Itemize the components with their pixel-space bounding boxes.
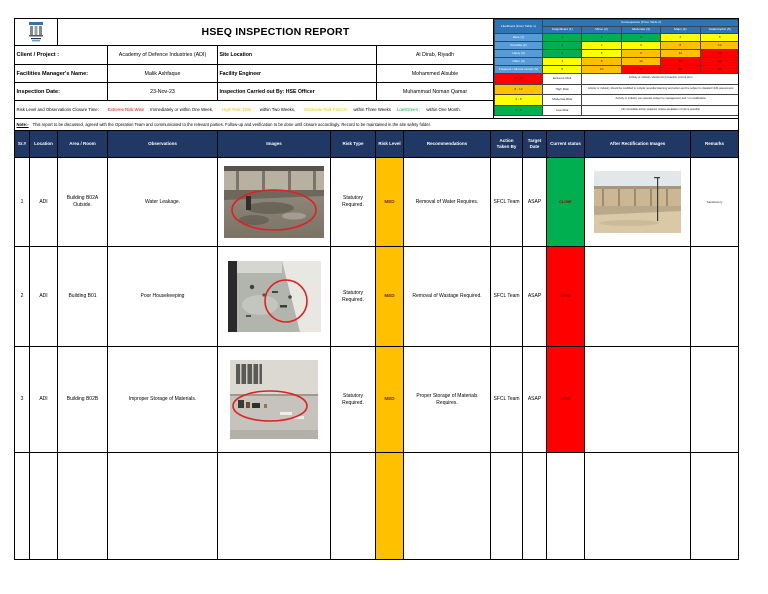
after-image-cell (585, 158, 691, 247)
client-value: Academy of Defence Industries (ADI) (107, 45, 218, 65)
risk-score-cell: 5 (700, 34, 739, 42)
image-cell (218, 453, 331, 560)
risk-range: 4 - 6 (495, 95, 543, 106)
site-location-value: Al Dirab, Riyadh (376, 45, 494, 65)
risk-level: MED (376, 347, 404, 453)
current-status: OPEN (547, 247, 585, 347)
risk-type (331, 453, 376, 560)
image-cell (218, 347, 331, 453)
sr-number: 1 (15, 158, 30, 247)
likelihood-label: Often (4) (495, 58, 543, 66)
risk-action: Activity or industry should not proceed in current form (582, 74, 739, 85)
target-date: ASAP (523, 347, 547, 453)
remarks (691, 347, 739, 453)
risk-level-name: Low Risk (543, 105, 582, 116)
closure-time-extreme: Immediately or within One Week, (150, 107, 214, 112)
consequence-level: Moderate (3) (621, 27, 660, 34)
consequence-level: Insignificant (1) (543, 27, 582, 34)
observation-photo[interactable] (228, 261, 321, 332)
closure-level-low: Low/Green : (396, 107, 421, 112)
action-taken-by: SFCL Team (491, 347, 523, 453)
facilities-manager-label: Facilities Manager's Name: (14, 64, 108, 83)
closure-time-moderate: within Three Weeks (353, 107, 391, 112)
closure-level-extreme: Extreme Risk Wise (107, 107, 145, 112)
risk-score-cell: 15 (700, 50, 739, 58)
observation-photo[interactable] (230, 360, 318, 439)
current-status (547, 453, 585, 560)
observation: Poor Housekeeping (108, 247, 218, 347)
remarks (691, 453, 739, 560)
header-after-rectification-images: After Rectification Images (585, 131, 691, 158)
observation-photo[interactable] (224, 166, 324, 238)
risk-range: 8 - 12 (495, 84, 543, 95)
risk-level-name: Moderate Risk (543, 95, 582, 106)
observation: Water Leakage. (108, 158, 218, 247)
recommendation: Removal of Wastage Required. (404, 247, 491, 347)
risk-matrix-header-row (495, 20, 740, 27)
header-remarks: Remarks (691, 131, 739, 158)
risk-matrix-row (495, 34, 740, 42)
risk-score-cell: 9 (621, 50, 660, 58)
action-taken-by (491, 453, 523, 560)
facility-engineer-label: Facility Engineer (217, 64, 377, 83)
note-text: This report to be discussed, agreed with the Operation Team and communicated to the relevant parties. Follow-up and verification to be done until closure accordingly. Record to be maintained in the site safety folder. (32, 122, 431, 127)
table-row (15, 247, 739, 347)
sr-number: 2 (15, 247, 30, 347)
risk-score-cell: 1 (543, 34, 582, 42)
risk-matrix-row (495, 58, 740, 66)
consequence-level: Catastrophic (5) (700, 27, 739, 34)
risk-score-cell: 16 (661, 58, 700, 66)
sr-number: 3 (15, 347, 30, 453)
risk-matrix (493, 18, 739, 119)
facility-engineer-value: Mohammed Alsubie (376, 64, 494, 83)
observation (108, 453, 218, 560)
header-recommendations: Recommendations (404, 131, 491, 158)
risk-matrix-table (494, 19, 739, 116)
risk-score-cell: 15 (621, 66, 660, 74)
closure-level-high: High Risk: Risk ; (222, 107, 254, 112)
area-room: Building B02B (58, 347, 108, 453)
consequence-level: Minor (2) (582, 27, 621, 34)
inspection-table (14, 130, 739, 560)
risk-score-cell: 4 (661, 34, 700, 42)
risk-level: MED (376, 158, 404, 247)
risk-legend-row (495, 84, 740, 95)
recommendation: Proper Storage of Materials Requires. (404, 347, 491, 453)
risk-level: MED (376, 247, 404, 347)
image-cell (218, 158, 331, 247)
logo-cell (14, 18, 58, 46)
header-risk-type: Risk Type (331, 131, 376, 158)
area-room: Building B02A Outside. (58, 158, 108, 247)
risk-score-cell: 3 (543, 50, 582, 58)
risk-score-cell: 10 (582, 66, 621, 74)
risk-range: 15 - 25 (495, 74, 543, 85)
sr-number (15, 453, 30, 560)
risk-range: 1 - 3 (495, 105, 543, 116)
site-location-label: Site Location (217, 45, 377, 65)
header-sr: Sr.# (15, 131, 30, 158)
risk-score-cell: 12 (621, 58, 660, 66)
consequence-level: Major (4) (661, 27, 700, 34)
target-date: ASAP (523, 158, 547, 247)
client-label: Client / Project : (14, 45, 108, 65)
risk-score-cell: 10 (700, 42, 739, 50)
likelihood-label: Possible (2) (495, 42, 543, 50)
risk-score-cell: 4 (543, 58, 582, 66)
header-images: Images (218, 131, 331, 158)
header-current-status: Current status (547, 131, 585, 158)
risk-type: Statutory Required. (331, 247, 376, 347)
risk-legend-row (495, 95, 740, 106)
risk-score-cell: 20 (700, 58, 739, 66)
risk-matrix-row (495, 66, 740, 74)
table-header-row (15, 131, 739, 158)
risk-score-cell: 2 (543, 42, 582, 50)
inspection-date-value: 23-Nov-23 (107, 82, 218, 101)
risk-score-cell: 4 (582, 42, 621, 50)
header-location: Location (30, 131, 58, 158)
recommendation: Removal of Water Requires. (404, 158, 491, 247)
current-status: OPEN (547, 347, 585, 453)
risk-level (376, 453, 404, 560)
table-row (15, 158, 739, 247)
action-taken-by: SFCL Team (491, 247, 523, 347)
action-taken-by: SFCL Team (491, 158, 523, 247)
remarks (691, 247, 739, 347)
risk-score-cell: 20 (661, 66, 700, 74)
risk-score-cell: 25 (700, 66, 739, 74)
company-logo (28, 21, 44, 43)
report-title: HSEQ INSPECTION REPORT (57, 18, 494, 46)
image-cell (218, 247, 331, 347)
risk-type: Statutory Required. (331, 347, 376, 453)
risk-score-cell: 5 (543, 66, 582, 74)
closure-time-low: within One Month. (426, 107, 461, 112)
recommendation (404, 453, 491, 560)
likelihood-label: Frequent / Almost certain (5) (495, 66, 543, 74)
risk-score-cell: 12 (661, 50, 700, 58)
closure-time-label: Risk Level and Observations Closure Time: (16, 107, 99, 112)
closure-time-high: within Two Weeks, (259, 107, 296, 112)
location: ADI (30, 158, 58, 247)
note-label: Note:- (16, 122, 29, 127)
after-rectification-photo[interactable] (594, 171, 681, 233)
header-observations: Observations (108, 131, 218, 158)
risk-level-name: High Risk (543, 84, 582, 95)
risk-level-name: Extreme Risk (543, 74, 582, 85)
remarks: Satisfactory (691, 158, 739, 247)
area-room (58, 453, 108, 560)
consequence-header: Consequence (From Table 2) (543, 20, 740, 27)
header-area: Area / Room (58, 131, 108, 158)
risk-score-cell: 2 (582, 34, 621, 42)
closure-level-moderate: Moderate Risk Factors (304, 107, 348, 112)
after-image-cell (585, 247, 691, 347)
location: ADI (30, 347, 58, 453)
risk-action: No immediate action required, unless escalation of risk is possible (582, 105, 739, 116)
risk-score-cell: 3 (621, 34, 660, 42)
risk-score-cell: 8 (661, 42, 700, 50)
inspector-value: Muhammad Noman Qamar (376, 82, 494, 101)
risk-score-cell: 8 (582, 58, 621, 66)
risk-action: Activity or industry can operate subject to management and / or modification (582, 95, 739, 106)
target-date: ASAP (523, 247, 547, 347)
likelihood-label: Likely (3) (495, 50, 543, 58)
table-row (15, 347, 739, 453)
area-room: Building B01 (58, 247, 108, 347)
header-action-taken-by: Action Taken By (491, 131, 523, 158)
inspector-label: Inspection Carried out By: HSE Officer (217, 82, 377, 101)
location (30, 453, 58, 560)
risk-score-cell: 6 (621, 42, 660, 50)
table-row-empty (15, 453, 739, 560)
facilities-manager-value: Malik Ashfaque (107, 64, 218, 83)
likelihood-header: Likelihood (From Table 1) (495, 20, 543, 34)
observation: Improper Storage of Materials. (108, 347, 218, 453)
after-image-cell (585, 453, 691, 560)
header-target-date: Target Date (523, 131, 547, 158)
closure-time-row (14, 100, 494, 119)
risk-legend-row (495, 74, 740, 85)
header-risk-level: Risk Level (376, 131, 404, 158)
risk-score-cell: 6 (582, 50, 621, 58)
location: ADI (30, 247, 58, 347)
risk-type: Statutory Required. (331, 158, 376, 247)
risk-legend-row (495, 105, 740, 116)
current-status: CLOSE (547, 158, 585, 247)
risk-matrix-row (495, 42, 740, 50)
risk-action: Activity or industry should be modified to include remedial planning and action and be subject to detailed OHS assessment (582, 84, 739, 95)
after-image-cell (585, 347, 691, 453)
target-date (523, 453, 547, 560)
likelihood-label: Rare (1) (495, 34, 543, 42)
inspection-date-label: Inspection Date: (14, 82, 108, 101)
risk-matrix-row (495, 50, 740, 58)
